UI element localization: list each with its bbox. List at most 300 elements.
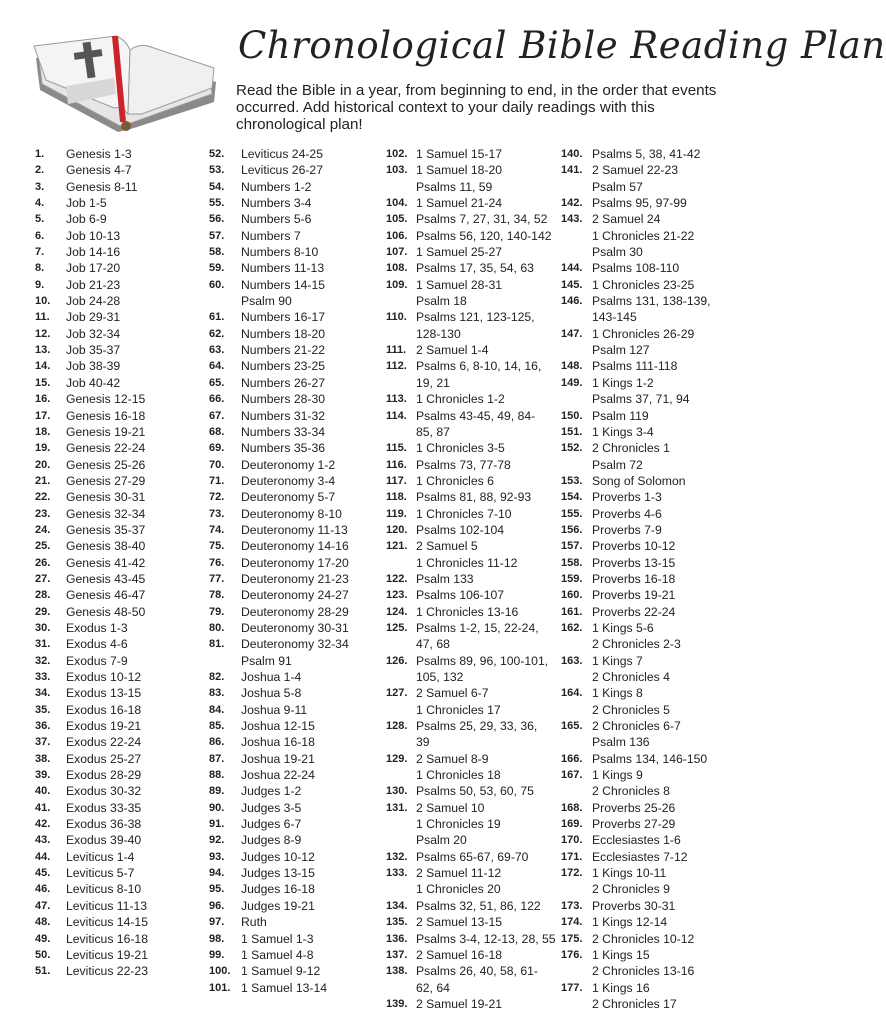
day-number: 76. xyxy=(209,556,225,569)
day-number: 113. xyxy=(386,393,407,406)
day-number: 144. xyxy=(561,262,583,275)
passage-line: 1 Samuel 28-31 xyxy=(416,277,503,292)
day-number: 33. xyxy=(35,671,51,683)
passage-line: Numbers 5-6 xyxy=(241,212,312,227)
day-number: 30. xyxy=(35,621,51,634)
day-number: 128. xyxy=(386,720,408,733)
day-number: 56. xyxy=(209,213,225,226)
reading-passages xyxy=(592,587,675,603)
day-number: 137. xyxy=(386,948,408,961)
reading-passages xyxy=(416,211,547,227)
reading-passages xyxy=(592,506,662,522)
reading-passages xyxy=(592,489,662,505)
day-number: 47. xyxy=(35,899,51,912)
reading-passages xyxy=(66,391,145,407)
passage-line: 1 Kings 8 xyxy=(592,686,643,701)
reading-passages xyxy=(241,162,323,178)
passage-line: 1 Chronicles 21-22 xyxy=(592,228,695,243)
passage-line: Judges 16-18 xyxy=(241,882,315,897)
passage-line: Joshua 12-15 xyxy=(241,719,315,734)
day-number: 154. xyxy=(561,491,583,504)
passage-line: Numbers 18-20 xyxy=(241,326,325,341)
reading-entry xyxy=(561,571,761,587)
passage-line: Deuteronomy 3-4 xyxy=(241,473,336,488)
reading-passages xyxy=(592,718,681,751)
passage-line: Numbers 31-32 xyxy=(241,408,325,423)
reading-entry xyxy=(386,865,558,898)
reading-passages xyxy=(241,260,324,276)
passage-line: 2 Chronicles 13-16 xyxy=(592,964,695,979)
day-number: 39. xyxy=(35,769,51,782)
reading-passages xyxy=(241,865,315,881)
passage-line: 1 Kings 15 xyxy=(592,947,650,962)
reading-entry xyxy=(35,849,205,865)
reading-entry xyxy=(561,816,761,832)
reading-passages xyxy=(241,228,301,244)
reading-passages xyxy=(66,881,141,897)
passage-line: Genesis 35-37 xyxy=(66,522,146,537)
day-number: 32. xyxy=(35,654,51,667)
passage-line: Numbers 28-30 xyxy=(241,392,325,407)
reading-entry xyxy=(35,898,205,914)
reading-entry xyxy=(386,947,558,963)
reading-passages xyxy=(241,620,349,636)
reading-entry xyxy=(35,195,205,211)
reading-entry xyxy=(209,440,387,456)
day-number: 119. xyxy=(386,507,407,520)
passage-line: Proverbs 30-31 xyxy=(592,898,676,913)
day-number: 31. xyxy=(35,638,51,651)
reading-passages xyxy=(416,506,512,522)
day-number: 70. xyxy=(209,458,225,471)
passage-line: 1 Kings 10-11 xyxy=(592,866,667,881)
passage-line: Proverbs 16-18 xyxy=(592,571,676,586)
passage-line: 2 Samuel 11-12 xyxy=(416,866,502,881)
reading-passages xyxy=(241,179,311,195)
reading-entry xyxy=(35,408,205,424)
passage-line: 1 Samuel 25-27 xyxy=(416,245,503,260)
reading-entry xyxy=(386,849,558,865)
reading-entry xyxy=(209,783,387,799)
reading-passages xyxy=(592,358,677,374)
reading-passages xyxy=(416,604,518,620)
day-number: 111. xyxy=(386,344,407,357)
passage-line: Psalms 121, 123-125, xyxy=(416,310,535,325)
reading-passages xyxy=(241,457,335,473)
reading-entry xyxy=(561,914,761,930)
passage-line: Psalms 25, 29, 33, 36, xyxy=(416,719,538,734)
reading-entry xyxy=(35,424,205,440)
reading-passages xyxy=(416,146,502,162)
passage-line: 2 Samuel 10 xyxy=(416,800,485,815)
passage-line: 47, 68 xyxy=(416,637,450,652)
reading-entry xyxy=(209,342,387,358)
passage-line: 105, 132 xyxy=(416,670,464,684)
day-number: 92. xyxy=(209,834,225,847)
passage-line: Deuteronomy 21-23 xyxy=(241,571,349,586)
passage-line: Psalms 50, 53, 60, 75 xyxy=(416,784,534,799)
reading-passages xyxy=(66,702,141,718)
passage-line: Psalms 37, 71, 94 xyxy=(592,392,690,407)
day-number: 122. xyxy=(386,572,408,585)
reading-entry xyxy=(35,783,205,799)
reading-entry xyxy=(35,538,205,554)
reading-passages xyxy=(66,408,145,424)
reading-entry xyxy=(386,653,558,686)
reading-entry xyxy=(561,473,761,489)
passage-line: Job 29-31 xyxy=(66,310,121,325)
passage-line: 1 Chronicles 19 xyxy=(416,817,501,832)
day-number: 12. xyxy=(35,327,51,340)
reading-entry xyxy=(561,489,761,505)
reading-passages xyxy=(241,326,325,342)
passage-line: Psalm 136 xyxy=(592,735,650,750)
reading-passages xyxy=(592,604,675,620)
reading-entry xyxy=(386,522,558,538)
day-number: 37. xyxy=(35,736,51,749)
passage-line: Psalms 111-118 xyxy=(592,359,678,374)
day-number: 118. xyxy=(386,491,407,504)
passage-line: Deuteronomy 14-16 xyxy=(241,539,349,554)
reading-passages xyxy=(241,489,335,505)
reading-passages xyxy=(592,620,681,653)
passage-line: Numbers 21-22 xyxy=(241,343,325,358)
reading-column-2 xyxy=(209,146,387,996)
reading-entry xyxy=(561,522,761,538)
day-number: 141. xyxy=(561,164,583,177)
day-number: 53. xyxy=(209,164,225,177)
reading-entry xyxy=(209,555,387,571)
passage-line: Deuteronomy 28-29 xyxy=(241,604,349,619)
passage-line: Exodus 22-24 xyxy=(66,735,142,750)
reading-passages xyxy=(241,522,348,538)
reading-passages xyxy=(241,881,315,897)
day-number: 100. xyxy=(209,965,231,978)
day-number: 96. xyxy=(209,899,225,912)
reading-entry xyxy=(386,277,558,310)
reading-passages xyxy=(66,587,145,603)
reading-entry xyxy=(209,947,387,963)
day-number: 52. xyxy=(209,148,225,160)
day-number: 132. xyxy=(386,850,408,863)
passage-line: Joshua 5-8 xyxy=(241,686,302,701)
day-number: 99. xyxy=(209,948,225,961)
reading-passages xyxy=(241,391,325,407)
passage-line: Job 14-16 xyxy=(66,245,121,260)
reading-passages xyxy=(241,211,311,227)
reading-passages xyxy=(66,195,107,211)
passage-line: Deuteronomy 17-20 xyxy=(241,555,349,570)
passage-line: 1 Samuel 13-14 xyxy=(241,980,328,995)
reading-entry xyxy=(35,473,205,489)
day-number: 85. xyxy=(209,720,225,733)
reading-entry xyxy=(35,947,205,963)
reading-entry xyxy=(386,587,558,603)
day-number: 164. xyxy=(561,687,583,700)
passage-line: Proverbs 25-26 xyxy=(592,800,676,815)
reading-passages xyxy=(66,424,145,440)
reading-passages xyxy=(241,571,349,587)
passage-line: Genesis 4-7 xyxy=(66,163,132,178)
passage-line: Leviticus 16-18 xyxy=(66,931,148,946)
passage-line: Genesis 38-40 xyxy=(66,539,146,554)
day-number: 176. xyxy=(561,948,583,961)
reading-passages xyxy=(416,538,517,571)
reading-passages xyxy=(416,865,501,898)
reading-passages xyxy=(241,800,301,816)
passage-line: Leviticus 26-27 xyxy=(241,163,323,178)
reading-passages xyxy=(66,931,148,947)
day-number: 135. xyxy=(386,916,408,929)
passage-line: Numbers 8-10 xyxy=(241,245,319,260)
reading-entry xyxy=(561,604,761,620)
passage-line: 1 Samuel 1-3 xyxy=(241,931,314,946)
day-number: 148. xyxy=(561,360,583,373)
passage-line: 1 Chronicles 20 xyxy=(416,882,501,897)
day-number: 78. xyxy=(209,589,225,602)
reading-entry xyxy=(35,931,205,947)
day-number: 166. xyxy=(561,752,583,765)
reading-passages xyxy=(416,849,528,865)
reading-entry xyxy=(209,424,387,440)
reading-passages xyxy=(241,669,301,685)
reading-entry xyxy=(35,522,205,538)
reading-entry xyxy=(386,489,558,505)
reading-passages xyxy=(241,244,318,260)
day-number: 171. xyxy=(561,850,583,863)
day-number: 63. xyxy=(209,344,225,357)
passage-line: 1 Chronicles 23-25 xyxy=(592,277,695,292)
passage-line: Psalms 43-45, 49, 84- xyxy=(416,408,536,423)
passage-line: Exodus 33-35 xyxy=(66,800,142,815)
reading-entry xyxy=(386,718,558,751)
passage-line: 128-130 xyxy=(416,326,461,341)
day-number: 10. xyxy=(35,295,51,308)
reading-passages xyxy=(592,816,675,832)
reading-passages xyxy=(241,195,311,211)
passage-line: 1 Chronicles 13-16 xyxy=(416,604,519,619)
passage-line: Deuteronomy 5-7 xyxy=(241,490,336,505)
passage-line: Psalms 32, 51, 86, 122 xyxy=(416,898,541,913)
reading-entry xyxy=(209,914,387,930)
reading-passages xyxy=(66,506,145,522)
reading-entry xyxy=(35,963,205,979)
reading-passages xyxy=(66,636,128,652)
passage-line: Ecclesiastes 1-6 xyxy=(592,833,681,848)
passage-line: 2 Chronicles 5 xyxy=(592,702,670,717)
reading-passages xyxy=(66,457,145,473)
passage-line: Proverbs 27-29 xyxy=(592,817,676,832)
reading-entry xyxy=(35,326,205,342)
reading-passages xyxy=(416,408,535,441)
passage-line: Deuteronomy 1-2 xyxy=(241,457,336,472)
passage-line: Genesis 48-50 xyxy=(66,604,146,619)
day-number: 72. xyxy=(209,491,225,504)
passage-line: 2 Samuel 6-7 xyxy=(416,686,489,701)
reading-entry xyxy=(35,669,205,685)
day-number: 155. xyxy=(561,507,583,520)
reading-entry xyxy=(386,195,558,211)
reading-passages xyxy=(241,898,315,914)
passage-line: Psalms 81, 88, 92-93 xyxy=(416,490,532,505)
reading-passages xyxy=(592,555,675,571)
reading-passages xyxy=(592,849,688,865)
reading-entry xyxy=(35,391,205,407)
reading-passages xyxy=(592,931,694,947)
passage-line: Job 24-28 xyxy=(66,294,121,309)
passage-line: 1 Chronicles 18 xyxy=(416,768,501,783)
passage-line: 2 Samuel 19-21 xyxy=(416,996,503,1011)
day-number: 51. xyxy=(35,965,51,978)
passage-line: Genesis 27-29 xyxy=(66,473,146,488)
reading-entry xyxy=(561,865,761,898)
passage-line: Genesis 43-45 xyxy=(66,571,146,586)
day-number: 25. xyxy=(35,540,51,553)
day-number: 143. xyxy=(561,213,583,226)
day-number: 133. xyxy=(386,867,408,880)
day-number: 174. xyxy=(561,916,583,929)
passage-line: Genesis 46-47 xyxy=(66,588,146,603)
passage-line: Deuteronomy 30-31 xyxy=(241,620,349,635)
passage-line: Ecclesiastes 7-12 xyxy=(592,849,688,864)
reading-passages xyxy=(592,162,678,195)
reading-entry xyxy=(35,767,205,783)
reading-entry xyxy=(386,440,558,456)
reading-passages xyxy=(241,587,349,603)
passage-line: 2 Samuel 1-4 xyxy=(416,343,489,358)
day-number: 15. xyxy=(35,376,51,389)
reading-entry xyxy=(386,538,558,571)
passage-line: Exodus 4-6 xyxy=(66,637,128,652)
reading-entry xyxy=(561,162,761,195)
day-number: 117. xyxy=(386,474,407,487)
passage-line: Judges 6-7 xyxy=(241,817,302,832)
reading-entry xyxy=(35,211,205,227)
day-number: 2. xyxy=(35,164,45,177)
reading-passages xyxy=(241,914,267,930)
reading-entry xyxy=(35,375,205,391)
reading-passages xyxy=(416,914,502,930)
day-number: 48. xyxy=(35,916,51,929)
reading-passages xyxy=(241,506,342,522)
reading-passages xyxy=(241,358,325,374)
reading-entry xyxy=(561,620,761,653)
reading-passages xyxy=(416,718,537,751)
intro-text: Read the Bible in a year, from beginning to end, in the order that events occurred. Add historical context to your daily readings with this chronological plan! xyxy=(236,82,717,133)
passage-line: Leviticus 19-21 xyxy=(66,947,148,962)
day-number: 19. xyxy=(35,442,51,455)
reading-entry xyxy=(35,555,205,571)
reading-passages xyxy=(241,767,315,783)
reading-entry xyxy=(35,260,205,276)
reading-entry xyxy=(35,816,205,832)
passage-line: Proverbs 10-12 xyxy=(592,539,676,554)
reading-entry xyxy=(35,604,205,620)
reading-entry xyxy=(561,260,761,276)
passage-line: Leviticus 11-13 xyxy=(66,898,148,913)
passage-line: Job 10-13 xyxy=(66,228,121,243)
reading-passages xyxy=(241,751,315,767)
reading-entry xyxy=(35,914,205,930)
reading-entry xyxy=(35,358,205,374)
passage-line: Deuteronomy 8-10 xyxy=(241,506,342,521)
day-number: 17. xyxy=(35,409,51,422)
passage-line: Leviticus 1-4 xyxy=(66,849,135,864)
reading-entry xyxy=(209,604,387,620)
day-number: 73. xyxy=(209,507,225,520)
reading-passages xyxy=(66,358,120,374)
reading-passages xyxy=(416,931,556,947)
reading-entry xyxy=(35,751,205,767)
passage-line: Psalms 65-67, 69-70 xyxy=(416,849,529,864)
reading-passages xyxy=(66,832,141,848)
passage-line: 1 Kings 12-14 xyxy=(592,915,668,930)
reading-entry xyxy=(386,473,558,489)
passage-line: Psalms 89, 96, 100-101, xyxy=(416,653,549,668)
day-number: 101. xyxy=(209,981,231,994)
passage-line: 2 Chronicles 2-3 xyxy=(592,637,681,652)
reading-passages xyxy=(66,260,120,276)
reading-passages xyxy=(66,146,132,162)
day-number: 71. xyxy=(209,474,225,487)
passage-line: Judges 19-21 xyxy=(241,898,315,913)
reading-entry xyxy=(561,408,761,424)
day-number: 20. xyxy=(35,458,51,471)
passage-line: 2 Chronicles 9 xyxy=(592,882,670,897)
passage-line: Numbers 1-2 xyxy=(241,179,312,194)
day-number: 142. xyxy=(561,197,583,210)
reading-passages xyxy=(241,555,349,571)
reading-passages xyxy=(416,195,502,211)
day-number: 41. xyxy=(35,801,51,814)
reading-passages xyxy=(241,734,315,750)
day-number: 160. xyxy=(561,589,583,602)
reading-entry xyxy=(35,244,205,260)
day-number: 80. xyxy=(209,621,225,634)
reading-passages xyxy=(592,571,675,587)
reading-entry xyxy=(209,506,387,522)
passage-line: Exodus 13-15 xyxy=(66,686,142,701)
passage-line: Psalms 134, 146-150 xyxy=(592,751,708,766)
passage-line: 2 Chronicles 17 xyxy=(592,996,677,1011)
day-number: 91. xyxy=(209,818,225,831)
day-number: 49. xyxy=(35,932,51,945)
passage-line: 1 Samuel 4-8 xyxy=(241,947,314,962)
day-number: 120. xyxy=(386,523,408,536)
day-number: 168. xyxy=(561,801,583,814)
passage-line: 143-145 xyxy=(592,310,637,325)
reading-entry xyxy=(561,849,761,865)
reading-passages xyxy=(416,800,501,849)
reading-entry xyxy=(561,358,761,374)
passage-line: 1 Kings 5-6 xyxy=(592,620,654,635)
reading-entry xyxy=(561,947,761,980)
passage-line: 19, 21 xyxy=(416,375,450,390)
reading-entry xyxy=(209,587,387,603)
reading-passages xyxy=(66,751,141,767)
day-number: 89. xyxy=(209,785,225,798)
reading-entry xyxy=(35,179,205,195)
reading-entry xyxy=(386,391,558,407)
reading-column-3 xyxy=(386,146,558,1012)
reading-passages xyxy=(416,342,489,358)
reading-passages xyxy=(241,783,301,799)
reading-passages xyxy=(416,391,505,407)
passage-line: Numbers 11-13 xyxy=(241,261,325,276)
day-number: 124. xyxy=(386,605,408,618)
reading-passages xyxy=(66,898,147,914)
reading-entry xyxy=(209,326,387,342)
